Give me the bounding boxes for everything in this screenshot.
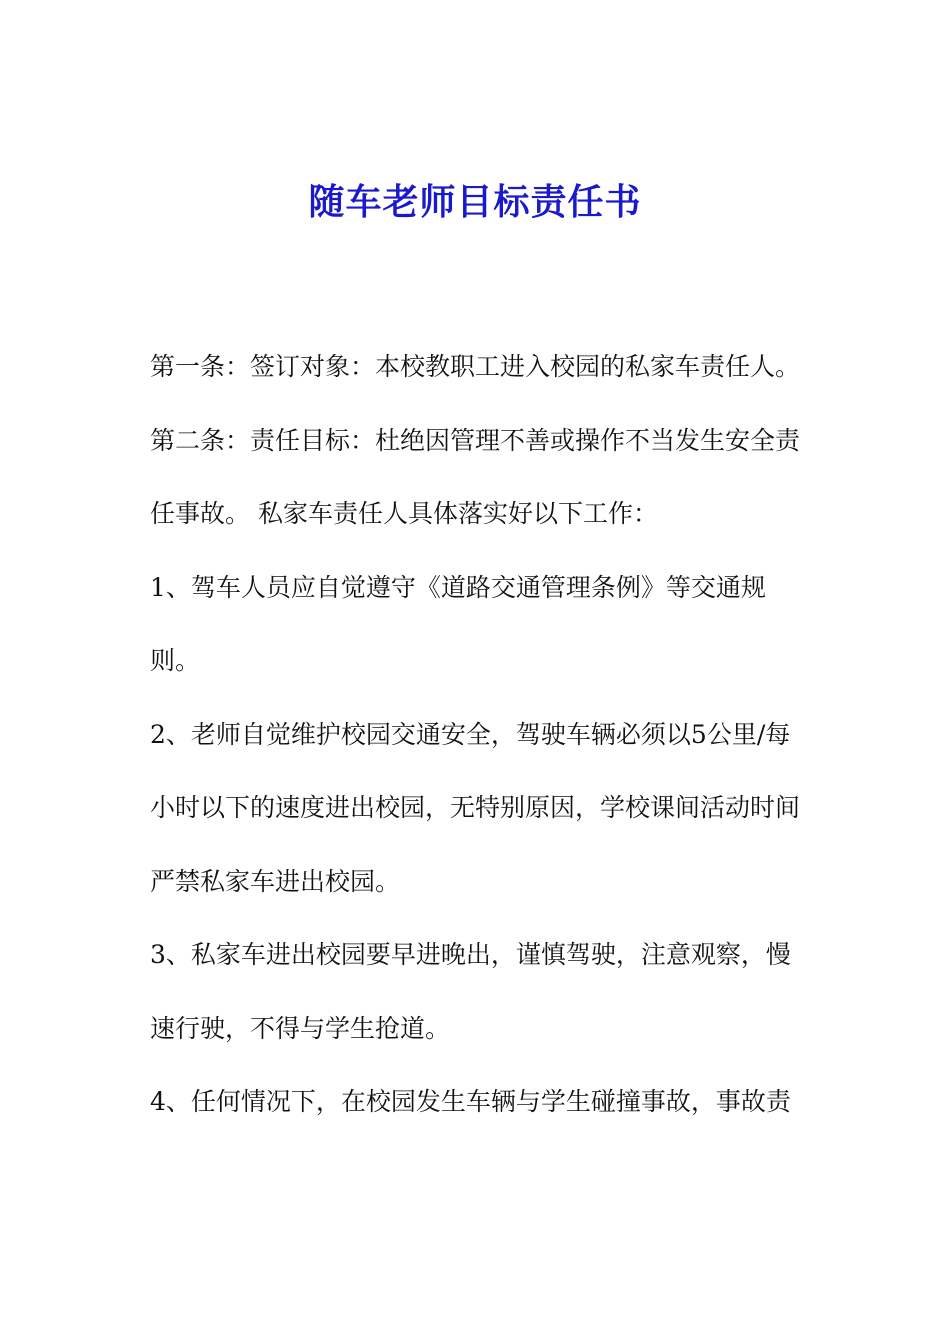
paragraph-item-2: 2、老师自觉维护校园交通安全，驾驶车辆必须以5公里/每小时以下的速度进出校园，无特别原因，学校课间活动时间严禁私家车进出校园。 [150, 719, 801, 896]
paragraph-article-2: 第二条：责任目标：杜绝因管理不善或操作不当发生安全责任事故。 私家车责任人具体落实好以下工作： [150, 425, 801, 528]
document-title: 随车老师目标责任书 [308, 181, 642, 223]
paragraph-item-3: 3、私家车进出校园要早进晚出，谨慎驾驶，注意观察，慢速行驶，不得与学生抢道。 [150, 940, 791, 1043]
paragraph-item-4: 4、任何情况下，在校园发生车辆与学生碰撞事故，事故责 [150, 1087, 791, 1116]
document-body [150, 330, 810, 1139]
paragraph-item-1: 1、驾车人员应自觉遵守《道路交通管理条例》等交通规则。 [150, 572, 766, 675]
paragraph-article-1: 第一条：签订对象：本校教职工进入校园的私家车责任人。 [150, 352, 801, 381]
